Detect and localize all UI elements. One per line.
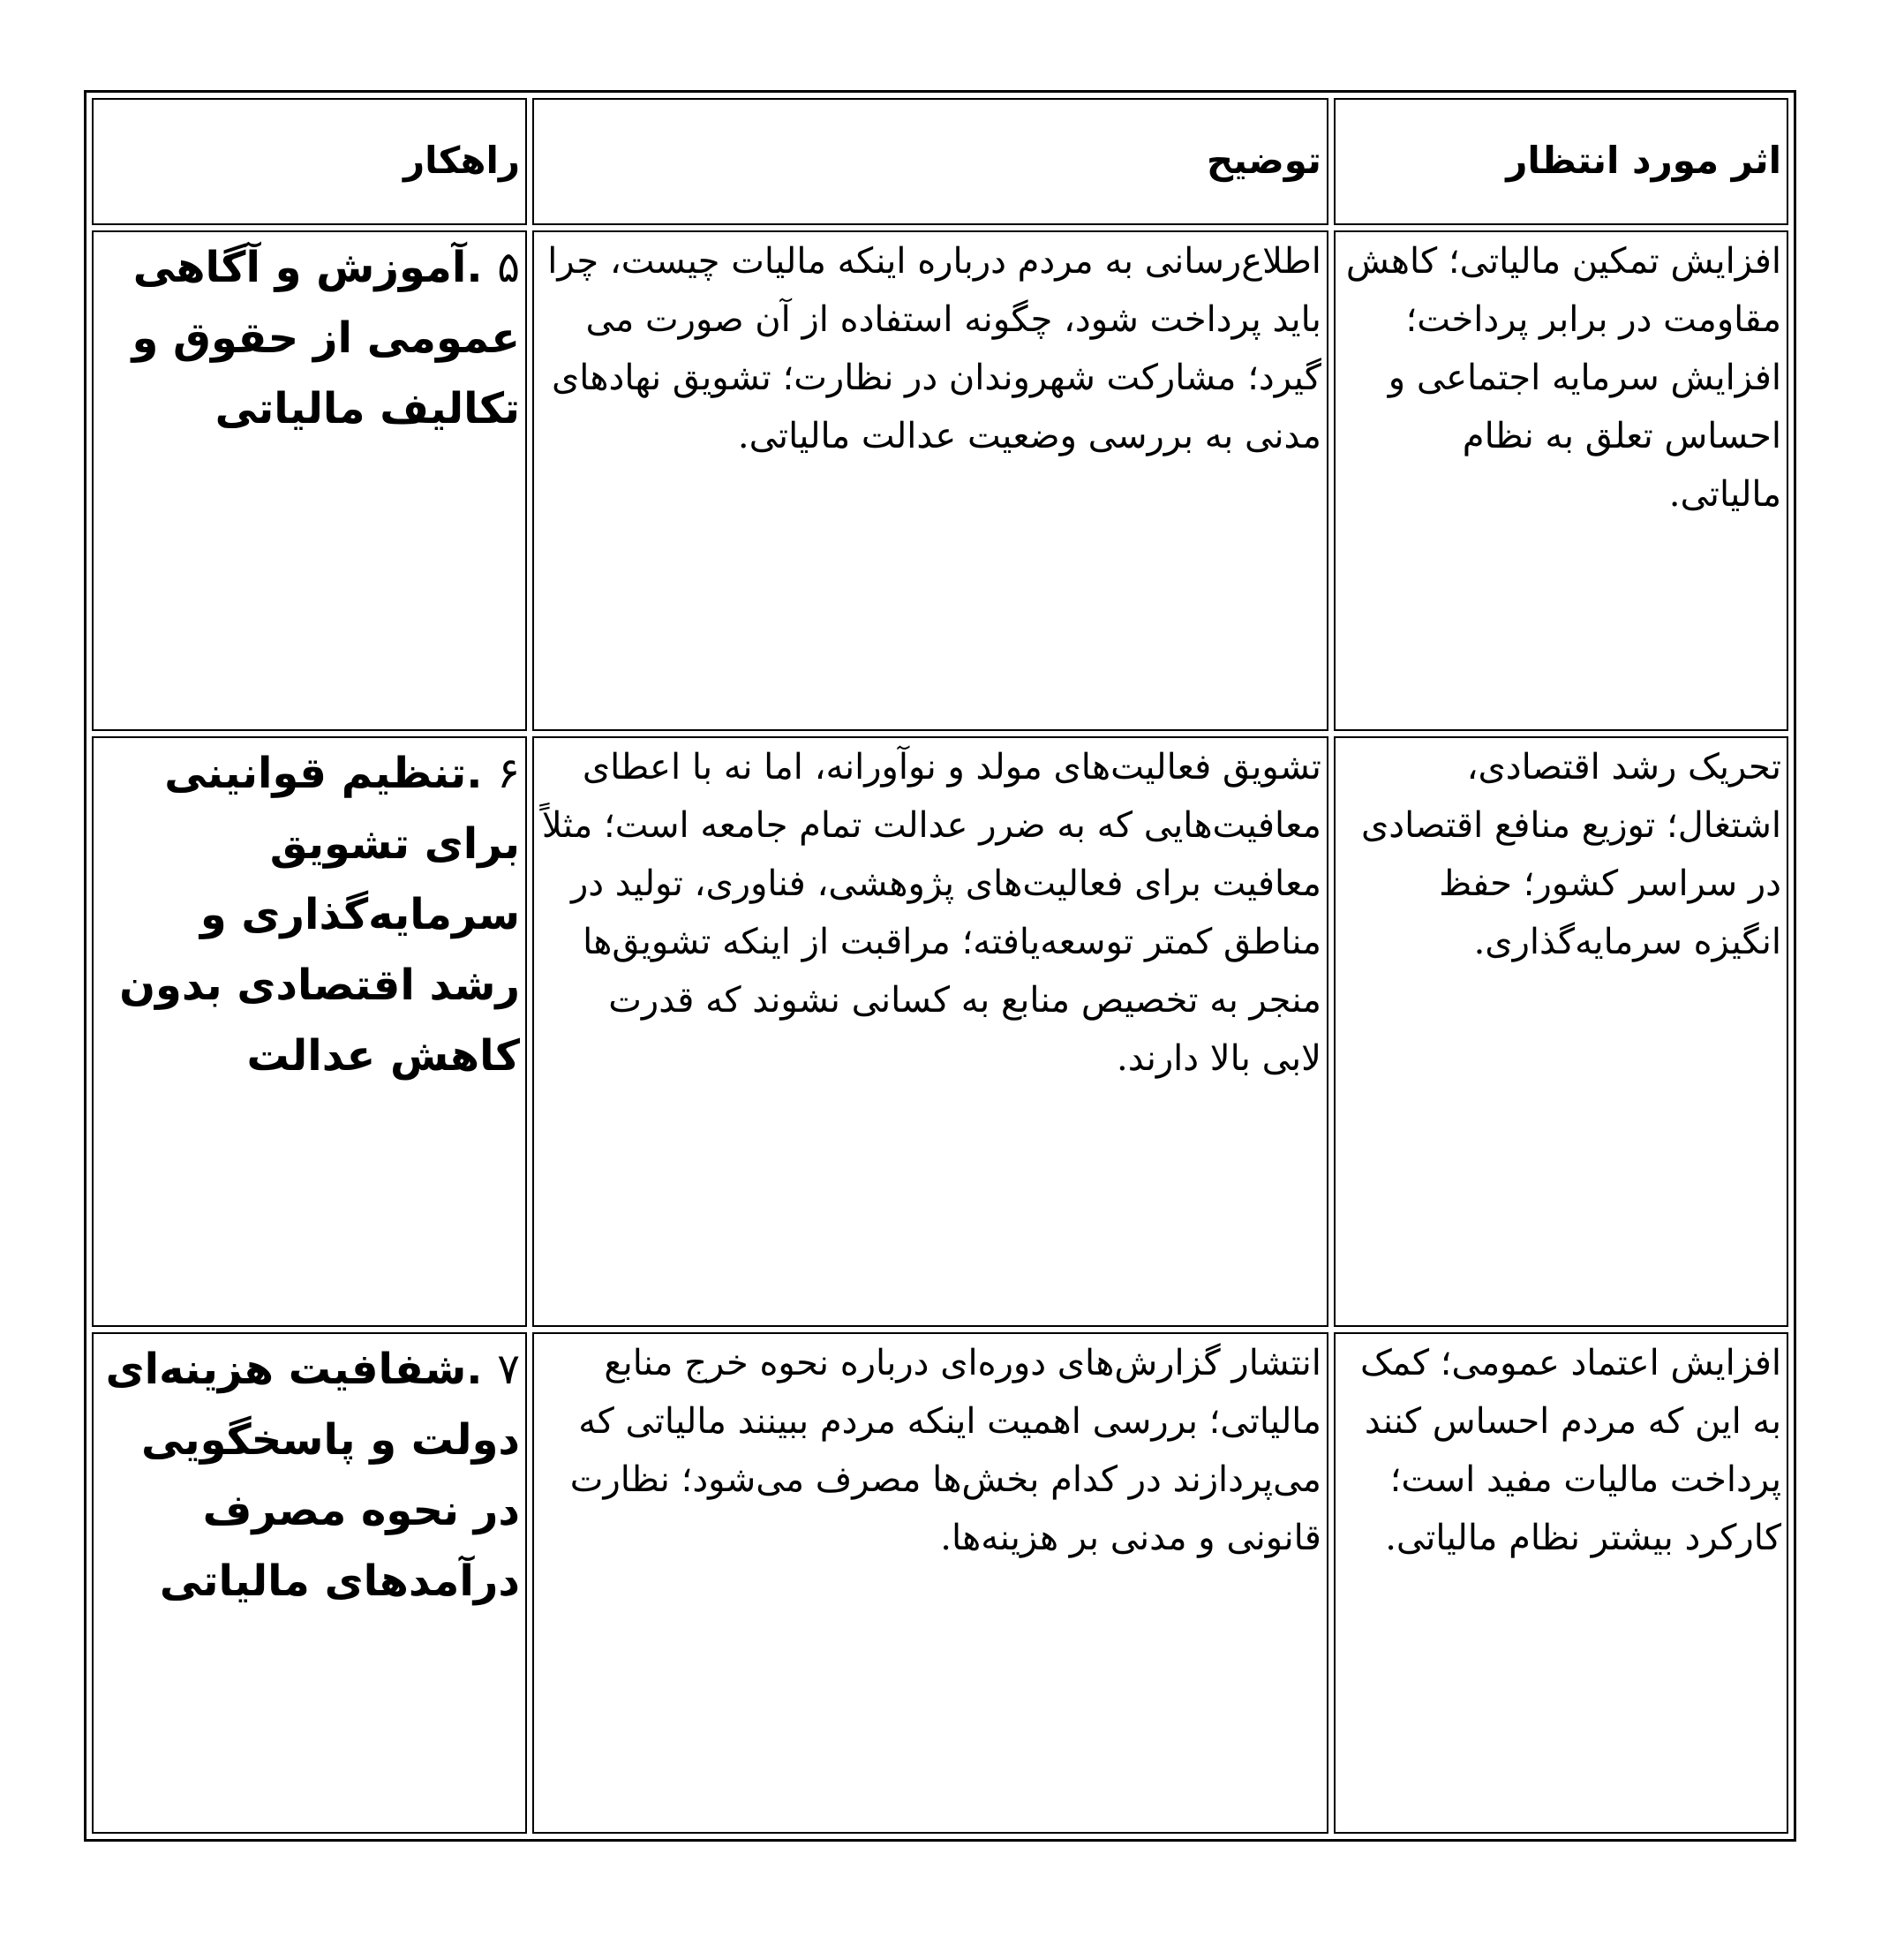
- solution-number: ۵: [497, 242, 521, 292]
- effect-cell: تحریک رشد اقتصادی، اشتغال؛ توزیع منافع اقتصادی در سراسر کشور؛ حفظ انگیزه سرمایه‌گذاری.: [1334, 736, 1788, 1327]
- table-row: [92, 1332, 1788, 1834]
- solution-text: .شفافیت هزینه‌ای دولت و پاسخگویی در نحوه مصرف درآمدهای مالیاتی: [105, 1345, 521, 1607]
- description-cell: انتشار گزارش‌های دوره‌ای درباره نحوه خرج منابع مالیاتی؛ بررسی اهمیت اینکه مردم ببینند مالیاتی که می‌پردازند در کدام بخش‌ها مصرف می‌شود؛ نظارت قانونی و مدنی بر هزینه‌ها.: [532, 1332, 1328, 1834]
- effect-cell: افزایش تمکین مالیاتی؛ کاهش مقاومت در برابر پرداخت؛ افزایش سرمایه اجتماعی و احساس تعلق به نظام مالیاتی.: [1334, 230, 1788, 732]
- header-row: [92, 98, 1788, 225]
- description-cell: اطلاع‌رسانی به مردم درباره اینکه مالیات چیست، چرا باید پرداخت شود، چگونه استفاده از آن صورت می گیرد؛ مشارکت شهروندان در نظارت؛ تشویق نهادهای مدنی به بررسی وضعیت عدالت مالیاتی.: [532, 230, 1328, 732]
- table-row: [92, 736, 1788, 1327]
- effect-cell: افزایش اعتماد عمومی؛ کمک به این که مردم احساس کنند پرداخت مالیات مفید است؛ کارکرد بیشتر نظام مالیاتی.: [1334, 1332, 1788, 1834]
- table-row: [92, 230, 1788, 732]
- solution-text: .آموزش و آگاهی عمومی از حقوق و تکالیف مالیاتی: [132, 242, 521, 433]
- header-effect: اثر مورد انتظار: [1334, 98, 1788, 225]
- solutions-table: [84, 90, 1796, 1842]
- solution-cell: [92, 1332, 527, 1834]
- solution-number: ۷: [497, 1345, 521, 1395]
- solution-cell: [92, 230, 527, 732]
- solution-number: ۶: [497, 749, 521, 799]
- description-cell: تشویق فعالیت‌های مولد و نوآورانه، اما نه با اعطای معافیت‌هایی که به ضرر عدالت تمام جامعه است؛ مثلاً معافیت برای فعالیت‌های پژوهشی، فناوری، تولید در مناطق کمتر توسعه‌یافته؛ مراقبت از اینکه تشویق‌ها منجر به تخصیص منابع به کسانی نشوند که قدرت لابی بالا دارند.: [532, 736, 1328, 1327]
- header-solution: راهکار: [92, 98, 527, 225]
- solution-text: .تنظیم قوانینی برای تشویق سرمایه‌گذاری و رشد اقتصادی بدون کاهش عدالت: [119, 749, 521, 1082]
- solution-cell: [92, 736, 527, 1327]
- header-description: توضیح: [532, 98, 1328, 225]
